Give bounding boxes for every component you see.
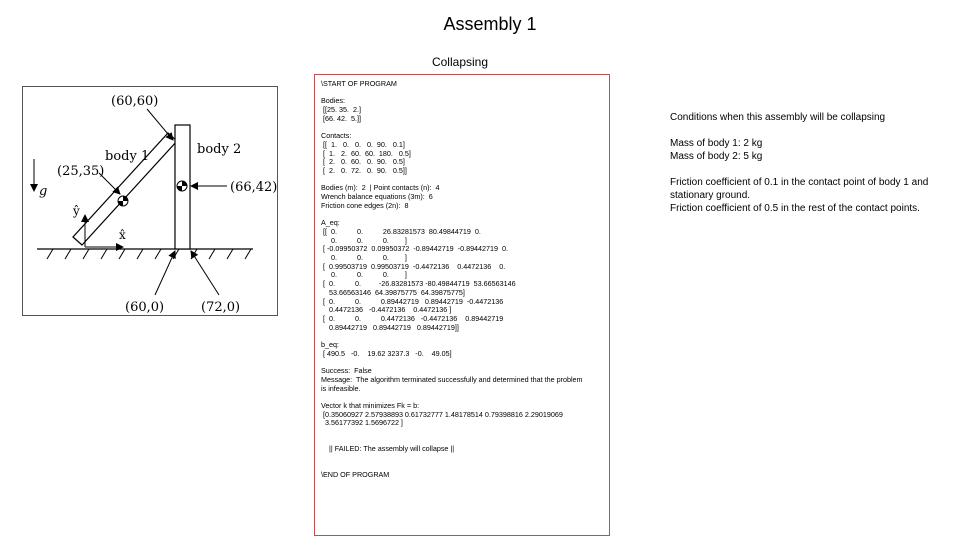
program-line bbox=[321, 211, 603, 220]
program-line: Bodies (m): 2 | Point contacts (n): 4 bbox=[321, 183, 440, 193]
label-x-axis: x̂ bbox=[119, 228, 126, 242]
program-line: [[ 0. 0. 26.83281573 80.49844719 0. bbox=[321, 226, 481, 236]
program-line bbox=[321, 332, 603, 341]
program-line bbox=[321, 454, 603, 463]
program-line: Wrench balance equations (3m): 6 bbox=[321, 192, 433, 202]
program-line: b_eq: bbox=[321, 340, 339, 350]
mass-body-2: Mass of body 2: 5 kg bbox=[670, 151, 763, 162]
program-line: \END OF PROGRAM bbox=[321, 470, 390, 480]
label-60-60: (60,60) bbox=[111, 94, 159, 109]
program-line: A_eq: bbox=[321, 218, 340, 228]
program-line: [ 2. 0. 60. 0. 90. 0.5] bbox=[321, 157, 405, 167]
program-line: 0. 0. 0. ] bbox=[321, 253, 407, 262]
program-line: 0. 0. 0. ] bbox=[321, 235, 407, 245]
page-subtitle: Collapsing bbox=[431, 55, 489, 69]
program-line: 0. 0. 0. ] bbox=[321, 270, 407, 280]
mass-body-1: Mass of body 1: 2 kg bbox=[670, 138, 763, 149]
label-gravity: g bbox=[39, 184, 48, 199]
program-line: 0.89442719 0.89442719 0.89442719]] bbox=[321, 322, 459, 332]
label-60-0: (60,0) bbox=[125, 300, 165, 315]
program-line: Bodies: bbox=[321, 96, 345, 106]
page-title: Assembly 1 bbox=[443, 14, 537, 34]
program-line: [ 0. 0. -26.83281573 -80.49844719 53.66563146 bbox=[321, 279, 516, 289]
friction-condition-1: Friction coefficient of 0.1 in the contact point of body 1 and stationary ground. bbox=[670, 177, 929, 201]
program-line: [ 2. 0. 72. 0. 90. 0.5]] bbox=[321, 166, 407, 175]
program-line: is infeasible. bbox=[321, 383, 361, 393]
program-line: [[ 1. 0. 0. 0. 90. 0.1] bbox=[321, 139, 405, 149]
program-line: Success: False bbox=[321, 366, 372, 376]
label-72-0: (72,0) bbox=[201, 300, 241, 315]
program-line: [ 0.99503719 0.99503719 -0.4472136 0.4472136 0. bbox=[321, 261, 506, 271]
program-line: 3.56177392 1.5696722 ] bbox=[321, 418, 403, 428]
conditions-panel bbox=[670, 111, 940, 215]
label-66-42: (66,42) bbox=[230, 180, 278, 195]
assembly-diagram bbox=[22, 86, 278, 316]
label-body-1: body 1 bbox=[105, 149, 150, 164]
label-y-axis: ŷ bbox=[73, 204, 80, 218]
program-line: [ -0.09950372 0.09950372 -0.89442719 -0.89442719 0. bbox=[321, 244, 509, 254]
program-line: Message: The algorithm terminated successfully and determined that the problem bbox=[321, 374, 583, 384]
center-of-mass-1-icon bbox=[118, 196, 128, 206]
program-line: 0.4472136 -0.4472136 0.4472136 ] bbox=[321, 305, 452, 315]
program-line: \START OF PROGRAM bbox=[321, 79, 397, 88]
program-line bbox=[321, 89, 603, 98]
pointer-60-0 bbox=[155, 251, 175, 295]
friction-condition-2: Friction coefficient of 0.5 in the rest of the contact points. bbox=[670, 203, 920, 214]
program-line: [0.35060927 2.57938893 0.61732777 1.48178514 0.79398816 2.29019069 bbox=[321, 409, 563, 419]
program-line: [ 1. 2. 60. 60. 180. 0.5] bbox=[321, 148, 411, 158]
program-line bbox=[321, 124, 603, 133]
pointer-60-60 bbox=[147, 109, 173, 140]
program-line: Contacts: bbox=[321, 131, 352, 141]
center-of-mass-2-icon bbox=[177, 181, 187, 191]
program-line: || FAILED: The assembly will collapse || bbox=[321, 444, 455, 454]
label-body-2: body 2 bbox=[197, 142, 242, 157]
conditions-heading: Conditions when this assembly will be collapsing bbox=[670, 112, 886, 123]
program-line: Friction cone edges (2n): 8 bbox=[321, 200, 409, 210]
program-line: [ 0. 0. 0.89442719 0.89442719 -0.4472136 bbox=[321, 296, 504, 306]
program-line bbox=[321, 428, 603, 437]
program-line: Vector k that minimizes Fk = b: bbox=[321, 400, 420, 410]
label-25-35: (25,35) bbox=[57, 164, 105, 179]
program-line: [66. 42. 5.]] bbox=[321, 113, 361, 123]
program-output-panel bbox=[314, 74, 610, 536]
program-line: [[25. 35. 2.] bbox=[321, 105, 361, 115]
pointer-72-0 bbox=[191, 251, 219, 295]
program-line: [ 0. 0. 0.4472136 -0.4472136 0.89442719 bbox=[321, 313, 504, 323]
ground bbox=[37, 249, 253, 259]
program-line: [ 490.5 -0. 19.62 3237.3 -0. 49.05] bbox=[321, 348, 452, 358]
program-line: 53.66563146 64.39875775 64.39875775] bbox=[321, 287, 465, 297]
